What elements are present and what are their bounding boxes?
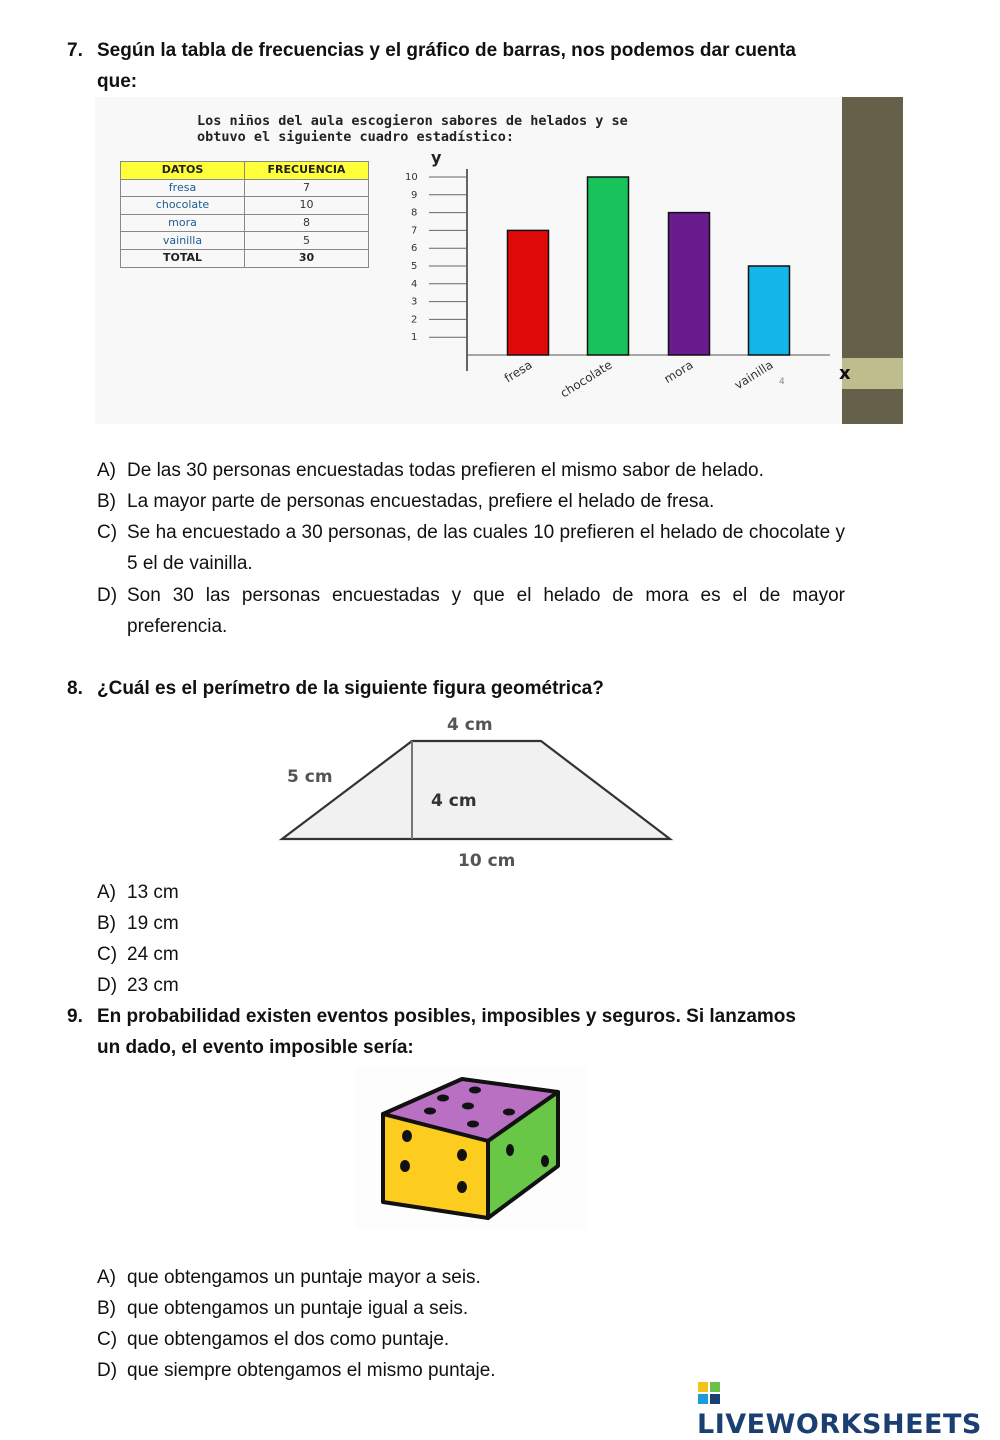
y-tick-label: 6 bbox=[411, 243, 418, 255]
caption-line2: obtuvo el siguiente cuadro estadístico: bbox=[197, 129, 514, 145]
q9-number: 9. bbox=[67, 1006, 83, 1027]
q8-option-c[interactable] bbox=[97, 939, 845, 970]
option-text: 13 cm bbox=[127, 882, 179, 903]
option-text: Son 30 las personas encuestadas y que el helado de mora es el de mayor preferencia. bbox=[127, 585, 845, 637]
q9-text-line2: un dado, el evento imposible sería: bbox=[97, 1037, 414, 1058]
option-letter: C) bbox=[97, 522, 118, 543]
y-tick-label: 3 bbox=[411, 296, 418, 308]
x-axis-title: x bbox=[839, 363, 851, 384]
option-text: 24 cm bbox=[127, 944, 179, 965]
bar-vainilla bbox=[749, 266, 790, 355]
option-letter: C) bbox=[97, 944, 118, 965]
trapezoid-shape bbox=[282, 741, 670, 839]
q7-text-line1: Según la tabla de frecuencias y el gráfico de barras, nos podemos dar cuenta bbox=[97, 40, 797, 61]
q8-option-a[interactable] bbox=[97, 877, 845, 908]
y-tick-label: 10 bbox=[405, 172, 418, 183]
table-cell-frequency: 7 bbox=[245, 179, 369, 197]
q7-option-a[interactable] bbox=[97, 455, 845, 486]
option-text: Se ha encuestado a 30 personas, de las cuales 10 prefieren el helado de chocolate y 5 el de vainilla. bbox=[127, 522, 845, 574]
option-letter: B) bbox=[97, 913, 116, 934]
table-cell-flavor: mora bbox=[121, 214, 245, 232]
option-letter: D) bbox=[97, 1360, 118, 1381]
q7-text-line2: que: bbox=[97, 71, 138, 92]
table-cell-frequency: 8 bbox=[245, 214, 369, 232]
y-tick-label: 7 bbox=[411, 225, 418, 237]
q7-option-d[interactable] bbox=[97, 580, 845, 642]
q8-text: ¿Cuál es el perímetro de la siguiente figura geométrica? bbox=[97, 678, 604, 699]
y-tick-label: 1 bbox=[411, 332, 418, 344]
liveworksheets-logo[interactable] bbox=[697, 1378, 1000, 1440]
y-tick-label: 4 bbox=[411, 278, 418, 290]
q7-title bbox=[67, 35, 867, 97]
option-text: que obtengamos el dos como puntaje. bbox=[127, 1329, 450, 1350]
dice-figure bbox=[355, 1067, 587, 1229]
x-tick-label: mora bbox=[661, 357, 696, 387]
option-text: que obtengamos un puntaje igual a seis. bbox=[127, 1298, 469, 1319]
caption-line1: Los niños del aula escogieron sabores de helados y se bbox=[197, 113, 628, 129]
q7-option-c[interactable] bbox=[97, 517, 845, 579]
q8-option-d[interactable] bbox=[97, 970, 845, 1001]
extra-mark: 4 bbox=[779, 377, 785, 387]
option-text: 23 cm bbox=[127, 975, 179, 996]
table-header-datos: DATOS bbox=[121, 162, 245, 180]
bar-mora bbox=[669, 213, 710, 355]
q7-figure bbox=[95, 97, 903, 424]
table-total-value: 30 bbox=[245, 249, 369, 267]
option-text: La mayor parte de personas encuestadas, prefiere el helado de fresa. bbox=[127, 491, 715, 512]
option-letter: B) bbox=[97, 491, 116, 512]
option-letter: C) bbox=[97, 1329, 118, 1350]
q9-option-a[interactable] bbox=[97, 1262, 845, 1293]
bar-chocolate bbox=[588, 177, 629, 355]
bar-chart bbox=[95, 97, 903, 424]
x-tick-label: vainilla bbox=[731, 357, 776, 393]
x-tick-label: chocolate bbox=[557, 357, 615, 401]
option-text: De las 30 personas encuestadas todas prefieren el mismo sabor de helado. bbox=[127, 460, 764, 481]
q8-title bbox=[67, 673, 867, 704]
option-text: 19 cm bbox=[127, 913, 179, 934]
option-letter: A) bbox=[97, 1267, 116, 1288]
q7-option-b[interactable] bbox=[97, 486, 845, 517]
y-tick-label: 2 bbox=[411, 314, 418, 326]
top-label: 4 cm bbox=[447, 715, 493, 735]
base-label: 10 cm bbox=[458, 851, 516, 871]
q9-option-b[interactable] bbox=[97, 1293, 845, 1324]
table-cell-frequency: 5 bbox=[245, 232, 369, 250]
table-cell-flavor: vainilla bbox=[121, 232, 245, 250]
y-tick-label: 8 bbox=[411, 207, 418, 219]
y-tick-label: 9 bbox=[411, 189, 418, 201]
table-header-frecuencia: FRECUENCIA bbox=[245, 162, 369, 180]
y-tick-label: 5 bbox=[411, 261, 418, 272]
trapezoid-figure bbox=[255, 705, 695, 875]
y-axis-title: y bbox=[431, 148, 442, 167]
side-label: 5 cm bbox=[287, 767, 333, 787]
q7-number: 7. bbox=[67, 40, 83, 61]
liveworksheets-logo-icon bbox=[697, 1381, 721, 1405]
height-label: 4 cm bbox=[431, 791, 477, 811]
option-text: que siempre obtengamos el mismo puntaje. bbox=[127, 1360, 496, 1381]
table-cell-flavor: fresa bbox=[121, 179, 245, 197]
option-text: que obtengamos un puntaje mayor a seis. bbox=[127, 1267, 481, 1288]
option-letter: A) bbox=[97, 460, 116, 481]
x-tick-label: fresa bbox=[501, 357, 535, 386]
q9-text-line1: En probabilidad existen eventos posibles, imposibles y seguros. Si lanzamos bbox=[97, 1006, 796, 1027]
table-cell-frequency: 10 bbox=[245, 197, 369, 215]
q8-option-b[interactable] bbox=[97, 908, 845, 939]
option-letter: D) bbox=[97, 975, 118, 996]
option-letter: A) bbox=[97, 882, 116, 903]
q9-title bbox=[67, 1001, 867, 1063]
table-total-label: TOTAL bbox=[121, 249, 245, 267]
brand-name: LIVEWORKSHEETS bbox=[697, 1409, 982, 1440]
option-letter: D) bbox=[97, 585, 118, 606]
q9-option-c[interactable] bbox=[97, 1324, 845, 1355]
table-cell-flavor: chocolate bbox=[121, 197, 245, 215]
bar-fresa bbox=[508, 230, 549, 355]
option-letter: B) bbox=[97, 1298, 116, 1319]
q8-number: 8. bbox=[67, 678, 83, 699]
